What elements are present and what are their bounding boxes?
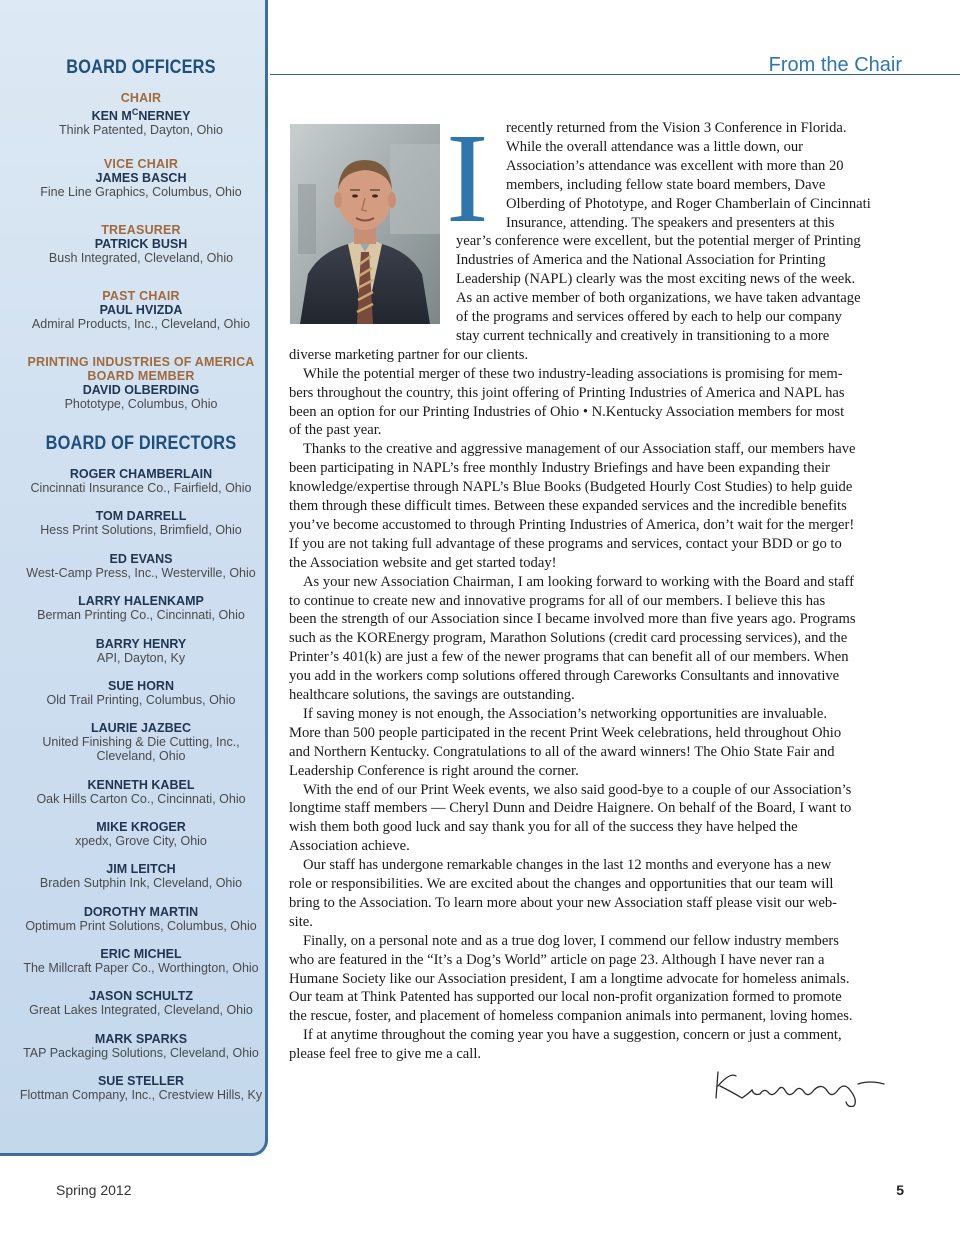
director-name: JASON SCHULTZ (89, 989, 193, 1003)
director-affiliation: Great Lakes Integrated, Cleveland, Ohio (29, 1003, 253, 1017)
article-line: Insurance, attending. The speakers and presenters at this (506, 214, 835, 231)
article-line: year’s conference were excellent, but the potential merger of Printing (456, 233, 861, 250)
officer-name: PATRICK BUSH (94, 237, 188, 251)
officer-affiliation: Fine Line Graphics, Columbus, Ohio (40, 185, 242, 199)
article-line: Leadership (NAPL) clearly was the most exciting news of the week. (456, 271, 856, 288)
article-line: recently returned from the Vision 3 Conference in Florida. (506, 120, 847, 136)
article-line: them through these difficult times. Between these expanded services and the incredible benefits (289, 498, 847, 514)
director-affiliation: Old Trail Printing, Columbus, Ohio (46, 693, 236, 707)
director-entry (0, 467, 282, 495)
article-line: Humane Society like our Association president, I am a longtime advocate for homeless animals. (289, 970, 850, 987)
article-line: With the end of our Print Week events, we also said good-bye to a couple of our Association’s (303, 781, 852, 798)
article-line: While the potential merger of these two industry-leading associations is promising for mem- (303, 365, 843, 382)
officer-affiliation: Think Patented, Dayton, Ohio (59, 123, 223, 138)
officer-entry (0, 91, 282, 137)
article-line: the rescue, foster, and placement of homeless companion animals into permanent, loving homes. (289, 1008, 853, 1025)
article-line: If at anytime throughout the coming year you have a suggestion, concern or just a comment, (303, 1027, 842, 1044)
director-entry (0, 905, 282, 933)
director-name: DOROTHY MARTIN (83, 905, 199, 919)
article-line: been the strength of our Association since I became involved more than five years ago. Programs (289, 611, 856, 628)
board-officers-heading: BOARD OFFICERS (66, 57, 216, 78)
director-entry (0, 552, 282, 580)
director-entry (0, 862, 282, 890)
article-line: While the overall attendance was a little down, our (506, 138, 804, 155)
footer-page-number: 5 (896, 1182, 904, 1198)
director-affiliation: United Finishing & Die Cutting, Inc., (42, 735, 240, 749)
article-line: stay current technically and creatively in transitioning to a more (456, 327, 830, 344)
article-line: If you are not taking full advantage of these programs and services, contact your BDD or go to (289, 535, 842, 552)
portrait-illustration (290, 124, 440, 324)
director-affiliation: Braden Sutphin Ink, Cleveland, Ohio (39, 876, 243, 890)
article-line: please feel free to give me a call. (289, 1046, 482, 1063)
director-name: ERIC MICHEL (100, 947, 182, 961)
director-name: MIKE KROGER (96, 820, 186, 834)
director-affiliation: Hess Print Solutions, Brimfield, Ohio (40, 523, 242, 537)
article-line: As an active member of both organizations, we have taken advantage (456, 290, 861, 307)
article-line: you’ve become accustomed to through Printing Industries of America, don’t wait for the merger! (289, 516, 855, 533)
article-line: Our staff has undergone remarkable changes in the last 12 months and everyone has a new (303, 857, 832, 874)
board-sidebar (0, 0, 268, 1156)
director-entry (0, 637, 282, 665)
director-affiliation: Optimum Print Solutions, Columbus, Ohio (25, 919, 257, 933)
director-name: KENNETH KABEL (87, 778, 195, 792)
director-entry (0, 679, 282, 707)
chair-portrait-photo (290, 124, 440, 324)
article-line: such as the KOREnergy program, Marathon Solutions (credit card processing services), and the (289, 630, 848, 647)
director-entry (0, 820, 282, 848)
article-line: knowledge/expertise through NAPL’s Blue Books (Budgeted Hourly Cost Studies) to help guide (289, 479, 853, 496)
director-affiliation: The Millcraft Paper Co., Worthington, Ohio (23, 961, 259, 975)
article-line: to continue to create new and innovative programs for all of our members. I believe this has (289, 592, 826, 609)
officer-name: JAMES BASCH (95, 171, 187, 185)
director-name: ROGER CHAMBERLAIN (69, 467, 213, 481)
section-title: From the Chair (768, 54, 902, 76)
director-affiliation: API, Dayton, Ky (96, 651, 186, 665)
article-line: you add in the workers comp solutions offered through Careworks Consultants and innovative (289, 668, 840, 685)
director-name: BARRY HENRY (95, 637, 187, 651)
article-line: bring to the Association. To learn more about your new Association staff please visit our web- (289, 894, 838, 911)
director-entry (0, 594, 282, 622)
board-directors-heading: BOARD OF DIRECTORS (45, 433, 237, 454)
director-entry (0, 509, 282, 537)
article-line: More than 500 people participated in the recent Print Week celebrations, held throughout Ohio (289, 724, 842, 741)
article-line: Olberding of Phototype, and Roger Chamberlain of Cincinnati (506, 195, 871, 212)
officer-entry (0, 355, 282, 411)
director-affiliation: Berman Printing Co., Cincinnati, Ohio (37, 608, 245, 622)
officer-role: CHAIR (120, 91, 162, 105)
director-name: MARK SPARKS (94, 1032, 188, 1046)
director-entry (0, 989, 282, 1017)
director-entry (0, 778, 282, 806)
article-line: If saving money is not enough, the Association’s networking opportunities are invaluable. (303, 705, 828, 722)
director-affiliation: West-Camp Press, Inc., Westerville, Ohio (26, 566, 256, 580)
officer-role: VICE CHAIR (103, 157, 179, 171)
article-line: of the programs and services offered by each to help our company (456, 309, 842, 325)
article-line: site. (289, 913, 313, 930)
officer-entry (0, 157, 282, 199)
director-entry (0, 721, 282, 763)
director-name: TOM DARRELL (95, 509, 187, 523)
article-line: longtime staff members — Cheryl Dunn and Deidre Haignere. On behalf of the Board, I want to (289, 800, 852, 817)
drop-cap: I (446, 107, 489, 249)
officer-entry (0, 223, 282, 265)
officer-name: KEN $M^CNERNEY$ (91, 107, 191, 124)
director-affiliation: Cincinnati Insurance Co., Fairfield, Ohio (30, 481, 252, 495)
officer-name: DAVID OLBERDING (82, 383, 200, 397)
article-line: healthcare solutions, the savings are outstanding. (289, 687, 575, 703)
officer-role: PAST CHAIR (102, 289, 180, 303)
article-line: members, including fellow state board members, Dave (506, 176, 826, 193)
article-line: of the past year. (289, 422, 382, 439)
article-line: Thanks to the creative and aggressive management of our Association staff, our members have (303, 441, 856, 458)
article-line: Our team at Think Patented has supported our local non-profit organization formed to promote (289, 989, 842, 1006)
director-affiliation: Oak Hills Carton Co., Cincinnati, Ohio (36, 792, 246, 806)
article-line: wish them both good luck and say thank you for all of the success they have helped the (289, 819, 798, 836)
article-line: Finally, on a personal note and as a true dog lover, I commend our fellow industry members (303, 932, 839, 949)
director-name: SUE HORN (108, 679, 174, 693)
officer-role: PRINTING INDUSTRIES OF AMERICA (27, 355, 255, 369)
officer-affiliation: Admiral Products, Inc., Cleveland, Ohio (31, 317, 251, 331)
article-line: and Northern Kentucky. Congratulations to all of the award winners! The Ohio State Fair and (289, 743, 835, 760)
director-name: LAURIE JAZBEC (90, 721, 191, 735)
director-entry (0, 1032, 282, 1060)
footer-issue-label: Spring 2012 (56, 1182, 132, 1198)
article-line: Industries of America and the National Association for Printing (456, 252, 826, 269)
article-line: been participating in NAPL’s free monthly Industry Briefings and have been expanding their (289, 460, 830, 477)
director-name: SUE STELLER (97, 1074, 185, 1088)
article-line: diverse marketing partner for our clients. (289, 346, 529, 363)
officer-role: TREASURER (101, 223, 181, 237)
officer-role-line-2: BOARD MEMBER (87, 369, 195, 383)
director-name: JIM LEITCH (106, 862, 176, 876)
officer-entry (0, 289, 282, 331)
director-entry (0, 1074, 282, 1102)
article-line: As your new Association Chairman, I am looking forward to working with the Board and staff (303, 573, 854, 590)
article-line: who are featured in the “It’s a Dog’s World” article on page 23. Although I have never ran a (289, 951, 825, 968)
article-line: Printer’s 401(k) are just a few of the newer programs that can benefit all of our members. When (289, 649, 849, 666)
article-line: Leadership Conference is right around the corner. (289, 762, 579, 779)
officer-name: PAUL HVIZDA (99, 303, 183, 317)
article-line: bers throughout the country, this joint offering of Printing Industries of America and NAPL has (289, 384, 845, 401)
article-line: been an option for our Printing Industries of Ohio • N.Kentucky Association members for most (289, 403, 845, 420)
director-entry (0, 947, 282, 975)
article-line: Association’s attendance was excellent with more than 20 (506, 157, 844, 174)
officer-affiliation: Phototype, Columbus, Ohio (64, 397, 218, 411)
director-name: ED EVANS (109, 552, 173, 566)
director-affiliation: Flottman Company, Inc., Crestview Hills, Ky (19, 1088, 263, 1102)
director-affiliation: xpedx, Grove City, Ohio (75, 834, 207, 848)
director-name: LARRY HALENKAMP (78, 594, 204, 608)
chair-signature (708, 1064, 888, 1108)
article-line: role or responsibilities. We are excited about the changes and opportunities that our team will (289, 876, 834, 892)
director-affiliation: Cleveland, Ohio (96, 749, 186, 763)
director-affiliation: TAP Packaging Solutions, Cleveland, Ohio (23, 1046, 259, 1060)
officer-affiliation: Bush Integrated, Cleveland, Ohio (48, 251, 234, 265)
article-line: Association achieve. (289, 838, 410, 855)
article-line: the Association website and get started today! (289, 554, 557, 571)
